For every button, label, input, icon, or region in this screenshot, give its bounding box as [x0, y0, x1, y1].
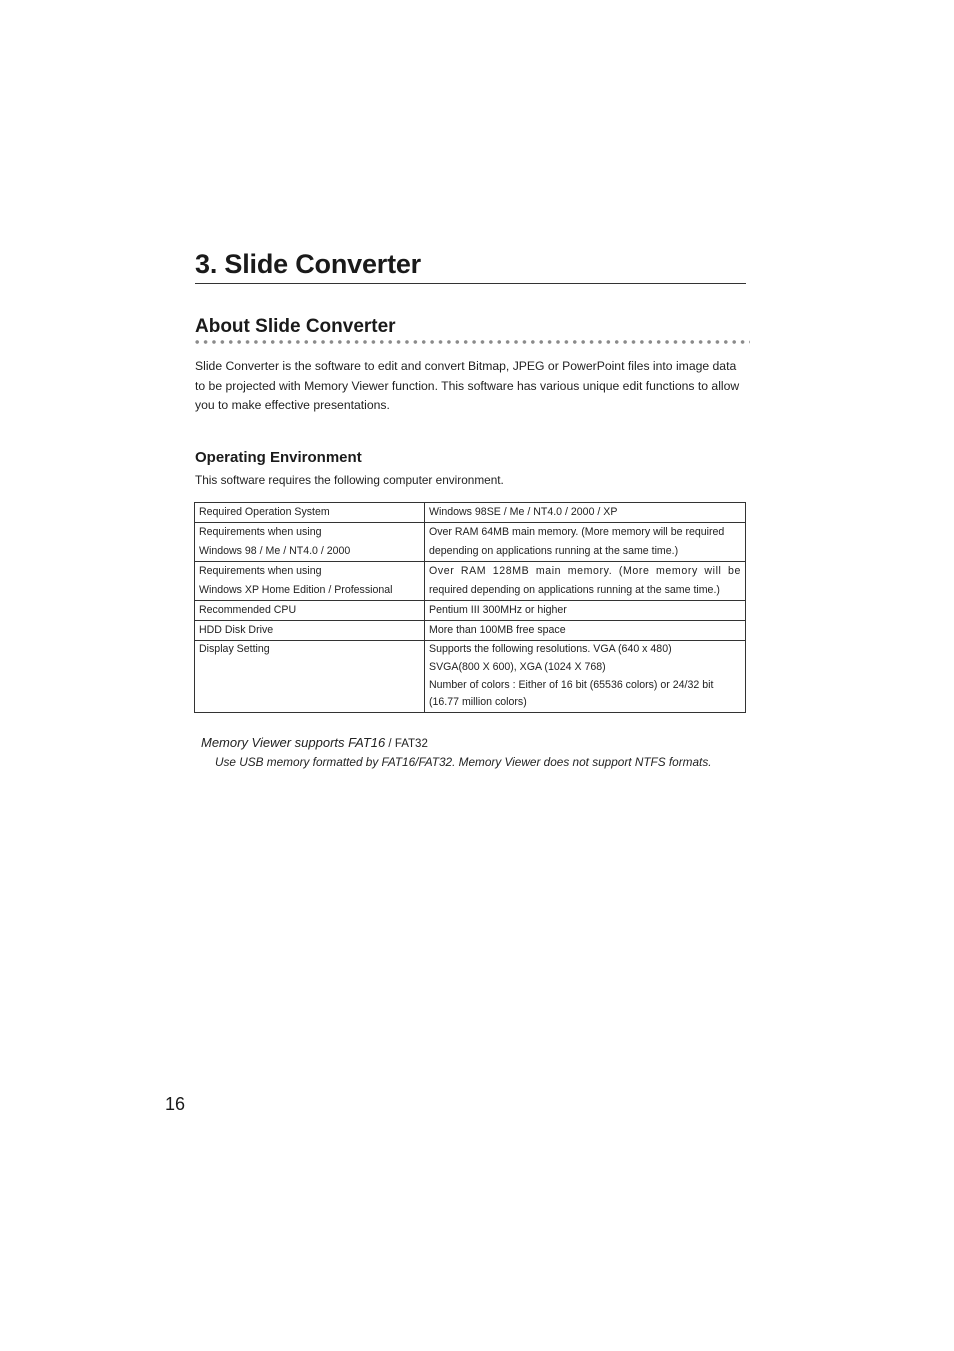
table-row: [195, 503, 746, 523]
cell-text: Display Setting: [199, 643, 270, 655]
cell-text: Number of colors : Either of 16 bit (65536 colors) or 24/32 bit: [429, 678, 714, 691]
note-title: [201, 734, 428, 753]
note-title-plain: / FAT32: [385, 738, 428, 750]
table-cell-value: [425, 601, 746, 621]
table-cell-label: [195, 562, 425, 601]
requirements-table: [194, 502, 746, 713]
cell-text: HDD Disk Drive: [199, 624, 274, 636]
cell-text: Over RAM 64MB main memory. (More memory will be required: [429, 526, 725, 538]
table-cell-value: [425, 503, 746, 523]
table-cell-value: [425, 523, 746, 562]
dotted-divider: [193, 339, 750, 345]
table-row: [195, 523, 746, 562]
table-cell-value: [425, 562, 746, 601]
cell-text: SVGA(800 X 600), XGA (1024 X 768): [429, 660, 606, 673]
title-underline: [195, 283, 746, 284]
table-row: [195, 621, 746, 641]
table-cell-label: [195, 601, 425, 621]
cell-text: Required Operation System: [199, 506, 330, 518]
cell-text: Windows XP Home Edition / Professional: [199, 584, 393, 596]
cell-text: Pentium III 300MHz or higher: [429, 604, 567, 616]
table-row: [195, 562, 746, 601]
table-cell-value: [425, 621, 746, 641]
cell-text: (16.77 million colors): [429, 696, 527, 709]
cell-text: Requirements when using: [199, 526, 322, 538]
page-title: 3. Slide Converter: [195, 249, 421, 279]
note-body: Use USB memory formatted by FAT16/FAT32. Memory Viewer does not support NTFS formats.: [215, 755, 712, 769]
cell-text: Windows 98 / Me / NT4.0 / 2000: [199, 545, 351, 557]
cell-text: required depending on applications running at the same time.): [429, 584, 720, 596]
section-intro: Slide Converter is the software to edit and convert Bitmap, JPEG or PowerPoint files into image data to be projected with Memory Viewer function. This software has various unique edit functions to allow you to make effective presentations.: [195, 359, 740, 412]
operating-environment-intro: This software requires the following computer environment.: [195, 473, 504, 487]
table-row: [195, 601, 746, 621]
page-number: 16: [165, 1094, 186, 1114]
note-title-italic: Memory Viewer supports FAT16: [201, 735, 386, 750]
cell-text: Supports the following resolutions. VGA (640 x 480): [429, 643, 672, 655]
table-cell-label: [195, 641, 425, 713]
table-cell-label: [195, 503, 425, 523]
cell-text: Over RAM 128MB main memory. (More memory will be: [429, 565, 741, 577]
cell-text: Requirements when using: [199, 565, 322, 577]
table-cell-label: [195, 621, 425, 641]
table-cell-value: [425, 641, 746, 713]
cell-text: Recommended CPU: [199, 604, 297, 616]
cell-text: More than 100MB free space: [429, 624, 566, 636]
table-cell-label: [195, 523, 425, 562]
operating-environment-title: Operating Environment: [195, 449, 362, 466]
cell-text: depending on applications running at the same time.): [429, 545, 679, 557]
cell-text: Windows 98SE / Me / NT4.0 / 2000 / XP: [429, 506, 618, 518]
section-title: About Slide Converter: [195, 316, 396, 337]
table-row: [195, 641, 746, 713]
